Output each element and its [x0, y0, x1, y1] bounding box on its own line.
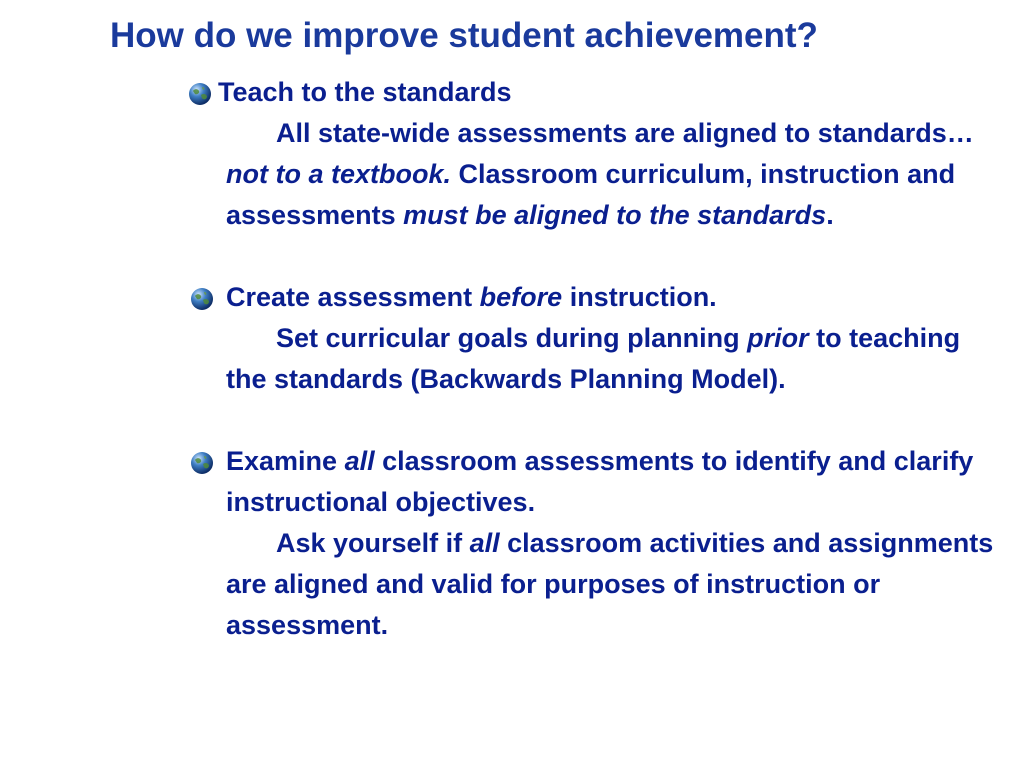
bullet-list: [188, 72, 1008, 646]
globe-icon: [190, 287, 214, 311]
bullet-item-create-assessment: [188, 277, 1008, 400]
bullet-heading: Teach to the standards: [218, 77, 512, 107]
bullet-item-examine-assessments: [188, 441, 1008, 646]
bullet-detail: Set curricular goals during planning prior to teaching the standards (Backwards Planning Model).: [226, 323, 961, 394]
slide-title: How do we improve student achievement?: [110, 16, 818, 55]
bullet-heading: Create assessment before instruction.: [226, 282, 717, 312]
bullet-detail: All state-wide assessments are aligned to standards… not to a textbook. Classroom curriculum, instruction and assessments must be aligned to the standards.: [226, 118, 974, 230]
bullet-item-teach-standards: [188, 72, 1008, 236]
globe-icon: [188, 82, 212, 106]
bullet-heading: Examine all classroom assessments to identify and clarify instructional objectives.: [226, 446, 974, 517]
globe-icon: [190, 451, 214, 475]
bullet-detail: Ask yourself if all classroom activities and assignments are aligned and valid for purposes of instruction or assessment.: [226, 528, 994, 640]
